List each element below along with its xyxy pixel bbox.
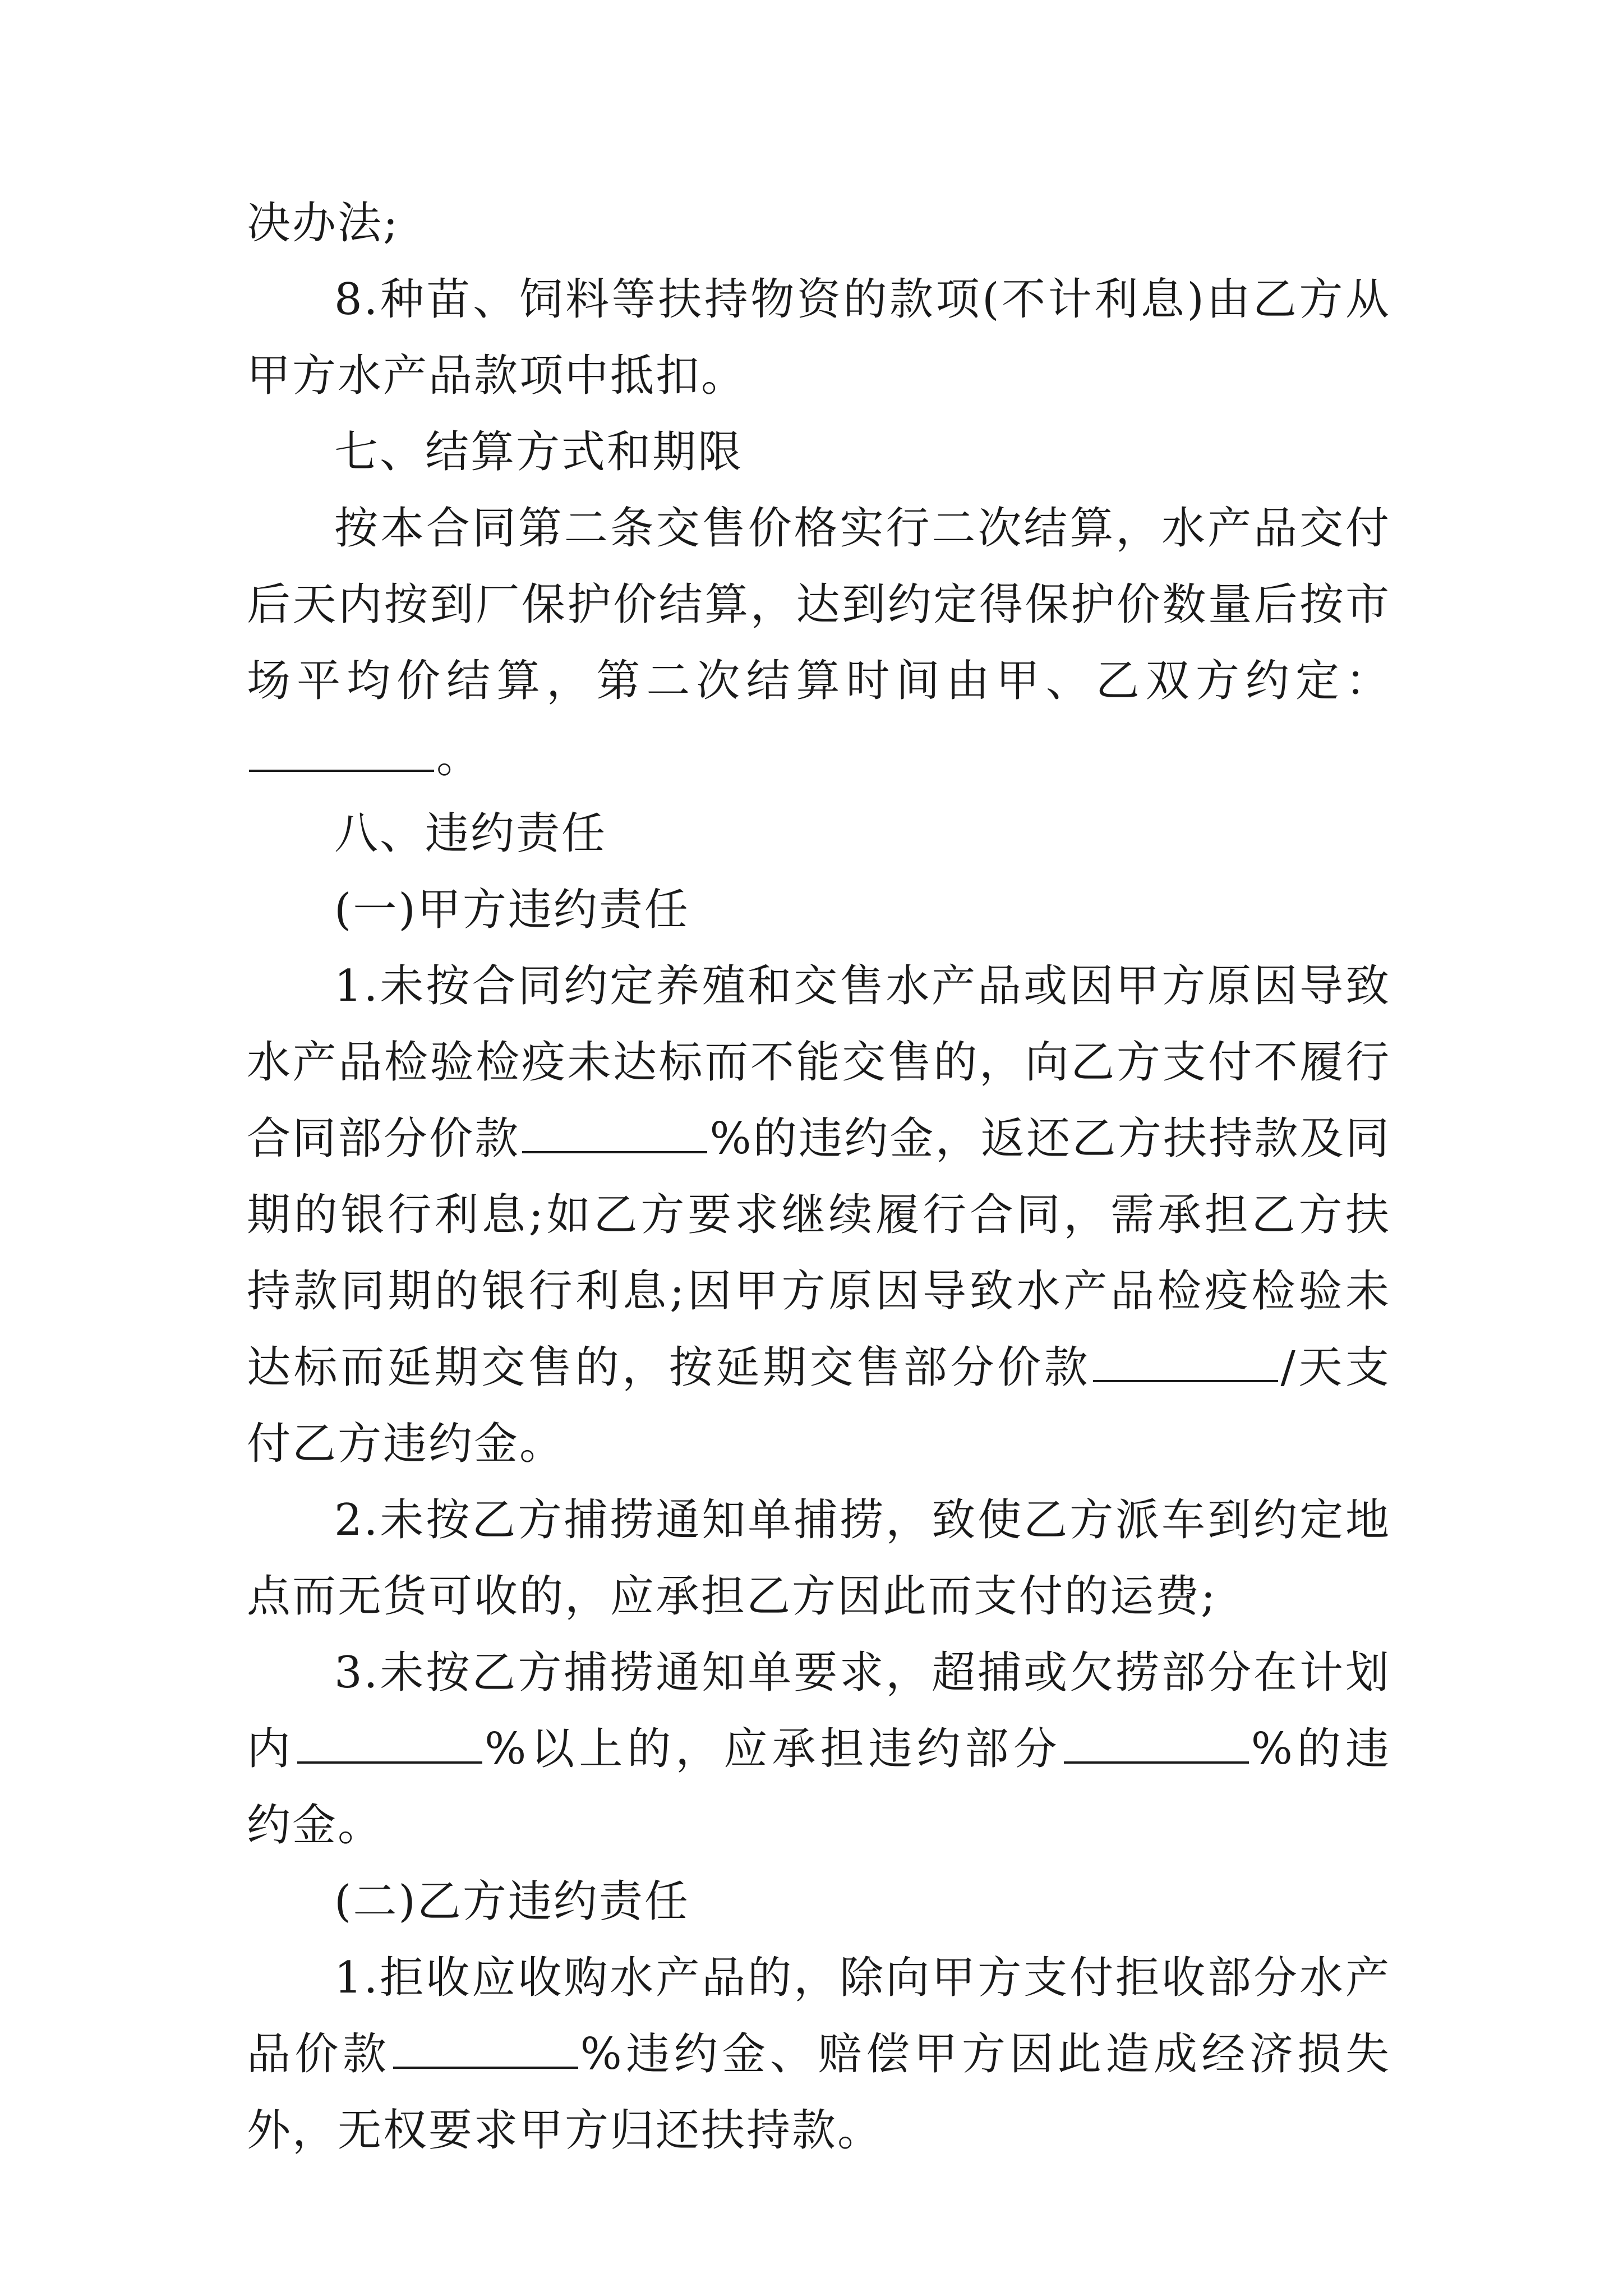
paragraph-text: 1.拒收应收购水产品的，除向甲方支付拒收部分水产品价款 xyxy=(247,1953,1391,2079)
blank-underline xyxy=(393,2061,578,2069)
blank-underline xyxy=(522,1145,707,1153)
heading-text: 八、违约责任 xyxy=(334,808,607,859)
section-heading-liability xyxy=(247,795,1391,872)
heading-text: (一)甲方违约责任 xyxy=(334,885,690,935)
paragraph-text: %以上的，应承担违约部分 xyxy=(485,1724,1062,1774)
paragraph-text: 。 xyxy=(436,732,482,783)
paragraph-text: /天支付乙方违约金。 xyxy=(247,1342,1391,1469)
paragraph-text: %的违约金，返还乙方扶持款及同期的银行利息;如乙方要求继续履行合同，需承担乙方扶持款同期的银行利息;因甲方原因导致水产品检疫检验未达标而延期交售的，按延期交售部分价款 xyxy=(247,1114,1391,1393)
paragraph-p0 xyxy=(247,185,1391,261)
paragraph-text: 1.未按合同约定养殖和交售水产品或因甲方原因导致水产品检验检疫未达标而不能交售的，向乙方支付不履行合同部分价款 xyxy=(247,961,1391,1164)
paragraph-text: 按本合同第二条交售价格实行二次结算，水产品交付后天内按到厂保护价结算，达到约定得保护价数量后按市场平均价结算，第二次结算时间由甲、乙双方约定： xyxy=(247,503,1391,706)
subsection-heading-party-b xyxy=(247,1864,1391,1940)
paragraph-text: 3.未按乙方捕捞通知单要求，超捕或欠捞部分在计划内 xyxy=(247,1648,1391,1774)
subsection-heading-party-a xyxy=(247,872,1391,948)
heading-text: 七、结算方式和期限 xyxy=(334,427,744,477)
paragraph-p10 xyxy=(247,1940,1391,2169)
paragraph-p6 xyxy=(247,948,1391,1482)
paragraph-text: %的违约金。 xyxy=(247,1724,1391,1851)
paragraph-p1 xyxy=(247,261,1391,414)
heading-text: (二)乙方违约责任 xyxy=(334,1876,690,1927)
document-page xyxy=(247,185,1391,2169)
paragraph-p7 xyxy=(247,1482,1391,1635)
paragraph-text: %违约金、赔偿甲方因此造成经济损失外，无权要求甲方归还扶持款。 xyxy=(247,2029,1391,2156)
blank-underline xyxy=(1093,1374,1278,1382)
paragraph-text: 决办法; xyxy=(247,198,400,249)
blank-underline xyxy=(249,764,434,772)
blank-underline xyxy=(297,1756,482,1764)
section-heading-settlement xyxy=(247,414,1391,490)
paragraph-text: 8.种苗、饲料等扶持物资的款项(不计利息)由乙方从甲方水产品款项中抵扣。 xyxy=(247,274,1391,401)
blank-underline xyxy=(1064,1756,1249,1764)
paragraph-p3 xyxy=(247,490,1391,795)
paragraph-text: 2.未按乙方捕捞通知单捕捞，致使乙方派车到约定地点而无货可收的，应承担乙方因此而支付的运费; xyxy=(247,1495,1391,1622)
paragraph-p8 xyxy=(247,1635,1391,1864)
